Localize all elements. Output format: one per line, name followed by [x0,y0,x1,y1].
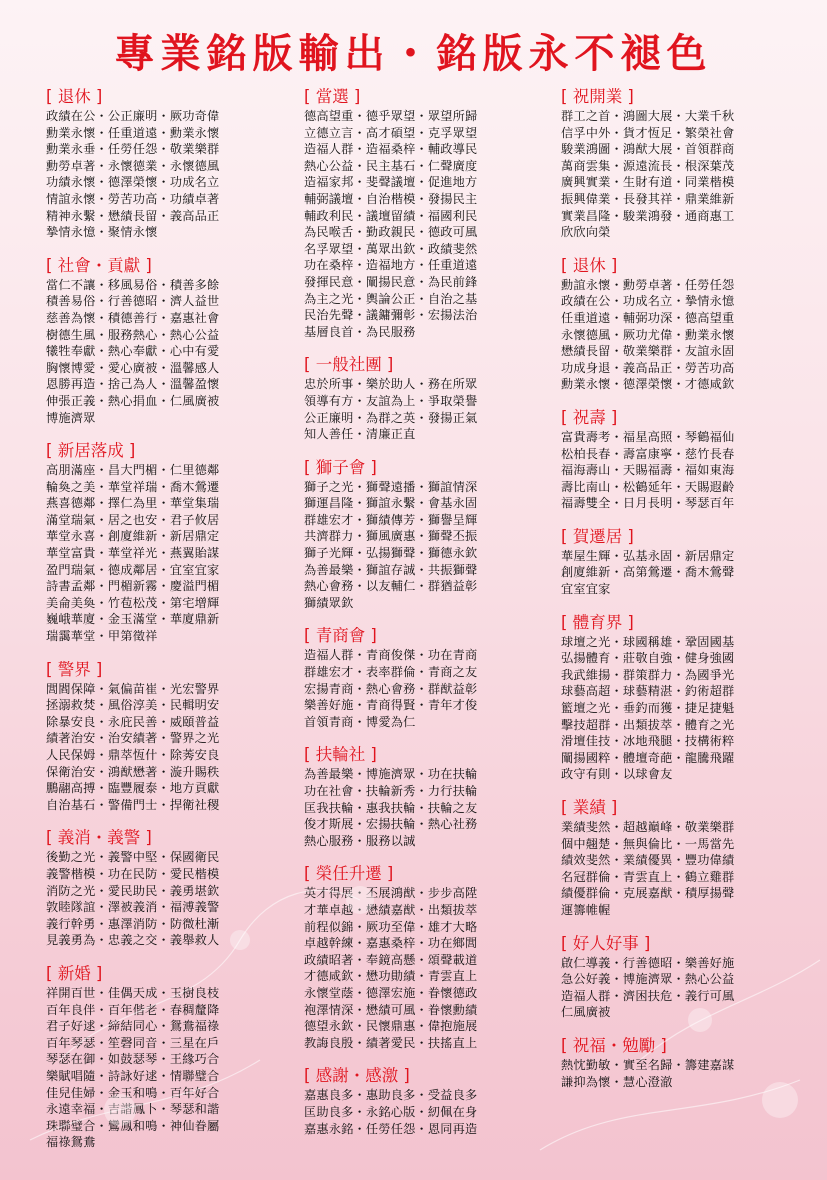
phrase-line: 俊才斯展・宏揚扶輪・熱心社務 [304,817,478,832]
phrase-line: 知人善任・清廉正直 [304,427,416,442]
category-section [561,1035,821,1090]
phrase-line: 保衛治安・鴻猷懋著・漩升賜秩 [46,764,220,779]
phrase-line: 德高望重・德乎眾望・眾望所歸 [304,109,478,123]
phrase-line: 壽比南山・松鶴延年・天賜遐齡 [561,479,735,494]
phrase-line: 運籌帷幄 [561,902,611,917]
phrase-line: 群工之首・鴻圖大展・大業千秋 [561,109,735,123]
phrase-line: 為善最樂・獅誼存誠・共振獅聲 [304,562,478,577]
phrase-line: 啟仁導義・行善德昭・樂善好施 [561,955,735,970]
phrase-line: 閭閻保障・氣偏苗崔・光宏警界 [46,681,220,696]
phrase-line: 犧牲奉獻・熱心奉獻・心中有愛 [46,344,220,359]
phrase-line: 佳兒佳婦・金玉和鳴・百年好合 [46,1085,220,1100]
phrase-line: 美侖美奐・竹苞松茂・第宅增輝 [46,595,220,610]
column-right [561,86,821,1104]
phrase-line: 業績斐然・超越巔峰・敬業樂群 [561,820,735,834]
phrase-line: 熱忱勤敏・實至名歸・籌建嘉謀 [561,1057,735,1072]
category-section [561,407,821,512]
phrase-line: 自治基石・警備門士・捍衛社稷 [46,797,220,812]
category-section [304,744,564,849]
phrase-line: 績優群倫・克展嘉猷・積厚揚聲 [561,886,735,901]
category-section [561,933,821,1021]
category-section [561,255,821,393]
phrase-line: 伸張正義・熱心捐血・仁風廣被 [46,393,220,408]
phrase-line: 義行幹勇・惠澤消防・防微杜漸 [46,916,220,931]
phrase-line: 鵬翮高搏・臨豐履泰・地方貢獻 [46,781,220,796]
phrase-line: 華堂永喜・創廈維新・新居鼎定 [46,529,220,544]
phrase-line: 富貴壽考・福星高照・琴鶴福仙 [561,429,735,444]
phrase-line: 領導有方・友誼為上・爭取榮譽 [304,393,478,408]
phrase-line: 公正廉明・為群之英・發揚正氣 [304,410,478,425]
category-title-text: 一般社團 [315,355,382,375]
category-section [46,86,306,241]
phrase-line: 百年琴瑟・笙磬同音・三星在戶 [46,1035,220,1050]
phrase-line: 高朋滿座・昌大門楣・仁里德鄰 [46,463,220,478]
phrase-line: 球藝高超・球藝精湛・釣術超群 [561,684,735,699]
category-title-text: 退休 [572,255,606,275]
category-title: [ 新居落成 ] [46,441,136,461]
phrase-line: 忠於所事・樂於助人・務在所眾 [304,377,478,392]
category-section [304,86,564,340]
phrase-line: 熱心會務・以友輔仁・群猶益彰 [304,579,478,594]
phrase-line: 樂賦唱隨・詩詠好逑・情聯璧合 [46,1068,220,1083]
phrase-line: 為民喉舌・勤政親民・德政可風 [304,225,478,240]
category-section [46,659,306,814]
phrase-line: 政守有則・以球會友 [561,767,673,782]
phrase-line: 百年良伴・百年偕老・春稠釐降 [46,1002,220,1017]
category-title: [ 退休 ] [46,87,103,106]
category-section [304,457,564,612]
phrase-line: 見義勇為・忠義之交・義舉救人 [46,933,220,948]
phrase-line: 袍澤情深・懋績可風・眷懷勳績 [304,1002,478,1017]
category-title: [ 業績 ] [561,798,618,817]
phrase-line: 匡助良多・永銘心版・紉佩在身 [304,1104,478,1119]
category-section [304,354,564,442]
phrase-line: 擊技超群・出類拔萃・體育之光 [561,717,735,732]
category-title-text: 業績 [572,798,606,817]
column-middle [304,86,564,1151]
phrase-line: 獅運昌隆・獅誼永繫・會基永固 [304,496,478,511]
phrase-line: 博施濟眾 [46,410,96,425]
phrase-line: 輪奐之美・華堂祥瑞・喬木鶯遷 [46,479,220,494]
phrase-line: 懋績長留・敬業樂群・友誼永固 [561,344,735,359]
category-title-text: 祝開業 [572,87,623,106]
phrase-line: 民治先聲・議鏞彌彰・宏揚法治 [304,308,478,323]
category-title: [ 體育界 ] [561,612,634,632]
phrase-line: 政績在公・公正廉明・厥功奇偉 [46,109,220,123]
phrase-line: 卓越幹練・嘉惠桑梓・功在鄉閭 [304,936,478,951]
category-title-text: 新婚 [57,963,91,983]
phrase-line: 永遠幸福・吉諧鳳卜・琴瑟和諧 [46,1102,220,1117]
phrase-line: 功在桑梓・造福地方・任重道遠 [304,258,478,273]
phrase-line: 廣興實業・生財有道・同業楷模 [561,175,735,190]
phrase-line: 恩勝再造・捨己為人・溫馨盈懷 [46,377,220,392]
phrase-line: 樹德生風・服務熱心・熱心公益 [46,327,220,342]
phrase-line: 獅績眾欽 [304,595,354,610]
phrase-line: 拯溺救焚・風俗淳美・民輯明安 [46,698,220,713]
phrase-line: 造福家邦・斐聲議壇・促進地方 [304,175,478,190]
category-title-text: 社會・貢獻 [57,255,141,275]
category-title: [ 退休 ] [561,255,618,275]
phrase-line: 共濟群力・獅風廣惠・獅聲丕振 [304,529,478,544]
phrase-line: 績著治安・治安績著・警界之光 [46,731,220,746]
category-title: [ 祝壽 ] [561,407,618,427]
category-title-text: 感謝・感激 [315,1066,399,1086]
category-title-text: 獅子會 [315,457,366,477]
phrase-line: 才華卓越・懋績嘉猷・出類拔萃 [304,902,478,917]
phrase-line: 為主之光・輿論公正・自治之基 [304,291,478,306]
category-section [46,827,306,949]
phrase-line: 獅子之光・獅聲遠播・獅誼情深 [304,479,478,494]
phrase-line: 當仁不讓・移風易俗・積善多餘 [46,277,220,292]
phrase-line: 摯情永憶・聚情永懷 [46,225,158,240]
category-title: [ 社會・貢獻 ] [46,255,152,275]
phrase-line: 樂善好施・青商得賢・青年才俊 [304,698,478,713]
phrase-line: 造福人群・濟困扶危・義行可風 [561,988,735,1003]
phrase-line: 謙抑為懷・慧心澄澈 [561,1074,673,1089]
phrase-line: 熱心公益・民主基石・仁聲廣度 [304,158,478,173]
category-section [46,963,306,1151]
phrase-line: 欣欣向榮 [561,225,611,240]
phrase-line: 名冠群倫・青雲直上・鶴立雞群 [561,869,735,884]
phrase-line: 積善易俗・行善德昭・濟人益世 [46,294,220,309]
phrase-line: 君子好逑・締結同心・鴛鴦福祿 [46,1019,220,1034]
phrase-line: 嘉惠永銘・任勞任怨・恩同再造 [304,1121,478,1136]
phrase-line: 輔政利民・議壇留績・福國利民 [304,208,478,223]
category-section [561,797,821,919]
category-section [561,612,821,783]
category-title-text: 祝壽 [572,407,606,427]
phrase-line: 功在社會・扶輪新秀・力行扶輪 [304,784,478,798]
category-title: [ 祝福・勉勵 ] [561,1035,667,1055]
phrase-line: 造福人群・青商俊傑・功在青商 [304,648,478,663]
page-title: 專業銘版輸出・銘版永不褪色 [114,30,713,77]
phrase-line: 闡揚國粹・體壇奇葩・龍騰飛躍 [561,750,735,765]
phrase-line: 立德立言・高才碩望・克孚眾望 [304,125,478,140]
category-section [561,86,821,241]
category-title: [ 扶輪社 ] [304,745,377,765]
phrase-line: 創廈維新・高第鶯遷・喬木鶯聲 [561,565,735,580]
category-title: [ 義消・義警 ] [46,828,152,848]
category-section [561,526,821,598]
category-title-text: 祝福・勉勵 [572,1035,656,1055]
phrase-line: 永懷堂蔭・德澤宏施・眷懷德政 [304,985,478,1000]
category-section [46,440,306,645]
phrase-line: 瑞靄華堂・甲第徵祥 [46,629,158,644]
category-title: [ 好人好事 ] [561,933,651,953]
phrase-line: 任重道遠・輔弼功深・德高望重 [561,310,735,325]
phrase-line: 福祿鴛鴦 [46,1135,96,1150]
category-title-text: 賀遷居 [572,526,623,546]
phrase-line: 後勤之光・義警中堅・保國衛民 [46,850,220,865]
category-title-text: 青商會 [315,626,366,646]
phrase-line: 為善最樂・博施濟眾・功在扶輪 [304,767,478,782]
phrase-line: 群雄宏才・獅績傳芳・獅譽呈輝 [304,512,478,527]
phrase-line: 功成身退・義高品正・勞苦功高 [561,360,735,375]
phrase-line: 功績永懷・德澤榮懷・功成名立 [46,175,220,190]
phrase-line: 勳業永懷・德澤榮懷・才德咸欽 [561,377,735,392]
phrase-line: 急公好義・博施濟眾・熱心公益 [561,972,735,987]
phrase-line: 福壽雙全・日月長明・琴瑟百年 [561,496,735,511]
phrase-line: 造福人群・造福桑梓・輔政導民 [304,142,478,157]
category-title: [ 獅子會 ] [304,457,377,477]
phrase-line: 政績在公・功成名立・摯情永憶 [561,294,735,309]
category-title-text: 義消・義警 [57,828,141,848]
category-section [304,625,564,730]
phrase-line: 信孚中外・貨才恆足・繁榮社會 [561,125,735,140]
phrase-line: 教誨良殷・績著愛民・扶搖直上 [304,1035,478,1050]
phrase-line: 發揮民意・闡揚民意・為民前鋒 [304,274,478,289]
phrase-line: 嘉惠良多・惠助良多・受益良多 [304,1088,478,1103]
phrase-line: 福海壽山・天賜福壽・福如東海 [561,463,735,478]
phrase-line: 華屋生輝・弘基永固・新居鼎定 [561,548,735,563]
phrase-line: 勳誼永懷・勳勞卓著・任勞任怨 [561,277,735,292]
phrase-line: 我武維揚・群策群力・為國爭光 [561,667,735,682]
phrase-line: 盈門瑞氣・德成鄰居・宜室宜家 [46,562,220,577]
phrase-line: 燕喜德鄰・擇仁為里・華堂集瑞 [46,496,220,511]
category-title: [ 警界 ] [46,659,103,679]
phrase-line: 德望永欽・民懷鼎惠・偉抱施展 [304,1019,478,1034]
phrase-line: 輔弼議壇・自治楷模・發揚民主 [304,191,478,206]
phrase-line: 勳業永垂・任勞任怨・敬業樂群 [46,142,220,157]
phrase-line: 除暴安良・永庇民善・威頤普益 [46,714,220,729]
phrase-line: 籃壇之光・垂釣而獲・捷足捷魁 [561,701,735,716]
phrase-line: 弘揚體育・莊敬自強・健身強國 [561,651,735,666]
phrase-line: 情誼永懷・勞苦功高・功績卓著 [46,191,220,206]
phrase-line: 群雄宏才・表率群倫・青商之友 [304,665,478,680]
category-title: [ 新婚 ] [46,963,103,983]
phrase-line: 名孚眾望・萬眾出欽・政績斐然 [304,241,478,256]
phrase-line: 基層良首・為民服務 [304,324,416,339]
phrase-line: 萬商雲集・源遠流長・根深葉茂 [561,158,735,173]
phrase-line: 滿堂瑞氣・居之也安・君子攸居 [46,512,220,527]
phrase-line: 政績昭著・奉鏡高懸・頌聲載道 [304,952,478,967]
category-section [46,255,306,426]
phrase-line: 滑壇佳技・冰地飛腿・技構術粹 [561,734,735,749]
category-title: [ 祝開業 ] [561,87,634,106]
category-title: [ 一般社團 ] [304,355,394,375]
phrase-line: 球壇之光・球國稱雄・鞏固國基 [561,634,735,649]
category-title-text: 扶輪社 [315,745,366,765]
phrase-line: 義警楷模・功在民防・愛民楷模 [46,866,220,881]
phrase-line: 松柏長春・壽富康寧・慈竹長春 [561,446,735,461]
category-section [304,863,564,1051]
phrase-line: 珠聯璧合・鸞鳳和鳴・神仙眷屬 [46,1118,220,1133]
phrase-line: 巍峨華廈・金玉滿堂・華廈鼎新 [46,612,220,627]
phrase-line: 振興偉業・長發其祥・鼎業維新 [561,191,735,206]
category-title-text: 退休 [57,87,91,106]
category-title: [ 感謝・感激 ] [304,1066,410,1086]
phrase-line: 首領青商・博愛為仁 [304,714,416,729]
phrase-line: 宏揚青商・熱心會務・群猷益彰 [304,681,478,696]
category-title: [ 榮任升遷 ] [304,864,394,884]
phrase-line: 精神永繫・懋績長留・義高品正 [46,208,220,223]
phrase-line: 前程似錦・厥功至偉・雄才大略 [304,919,478,934]
phrase-line: 匡我扶輪・惠我扶輪・扶輪之友 [304,800,478,815]
category-title-text: 體育界 [572,612,623,632]
phrase-line: 消防之光・愛民助民・義勇堪欽 [46,883,220,898]
phrase-line: 慈善為懷・積德善行・嘉惠社會 [46,310,220,325]
phrase-line: 勳業永懷・任重道遠・勳業永懷 [46,125,220,140]
category-title: [ 賀遷居 ] [561,526,634,546]
phrase-line: 績效斐然・業績優異・豐功偉績 [561,853,735,868]
category-title: [ 青商會 ] [304,626,377,646]
phrase-line: 熱心服務・服務以誠 [304,833,416,848]
phrase-line: 勳勞卓著・永懷德業・永懷德風 [46,158,220,173]
phrase-line: 祥開百世・佳偶天成・玉樹良枝 [46,985,220,1000]
phrase-line: 人民保姆・鼎萃恆什・除莠安良 [46,748,220,762]
phrase-line: 獅子光輝・弘揚獅聲・獅德永欽 [304,546,478,561]
phrase-line: 詩書孟鄰・門楣新霧・慶溢門楣 [46,579,220,594]
phrase-line: 琴瑟在御・如鼓瑟琴・王緣巧合 [46,1052,220,1067]
category-title-text: 當選 [315,87,349,106]
phrase-line: 仁風廣被 [561,1005,611,1020]
phrase-line: 實業昌隆・駿業鴻發・通商惠工 [561,208,735,223]
phrase-line: 永懷德風・厥功尤偉・勳業永懷 [561,327,735,342]
phrase-line: 華堂富貴・華堂祥光・燕翼貽謀 [46,546,220,561]
category-section [304,1065,564,1137]
phrase-line: 才德咸欽・懋功勛績・青雲直上 [304,969,478,984]
phrase-line: 個中翹楚・無與倫比・一馬當先 [561,836,735,851]
column-left [46,86,306,1165]
category-title-text: 新居落成 [57,441,124,461]
phrase-line: 宜室宜家 [561,582,611,597]
phrase-line: 胸懷博愛・愛心廣被・溫馨感人 [46,360,220,375]
phrase-line: 敦睦隊誼・澤被義消・福溥義警 [46,900,220,915]
phrase-line: 駿業鴻圖・鴻猷大展・首領群商 [561,142,735,157]
category-title: [ 當選 ] [304,87,361,106]
phrase-line: 英才得展・丕展鴻猷・步步高陞 [304,886,478,901]
category-title-text: 好人好事 [572,933,639,953]
category-title-text: 榮任升遷 [315,864,382,884]
category-title-text: 警界 [57,659,91,679]
